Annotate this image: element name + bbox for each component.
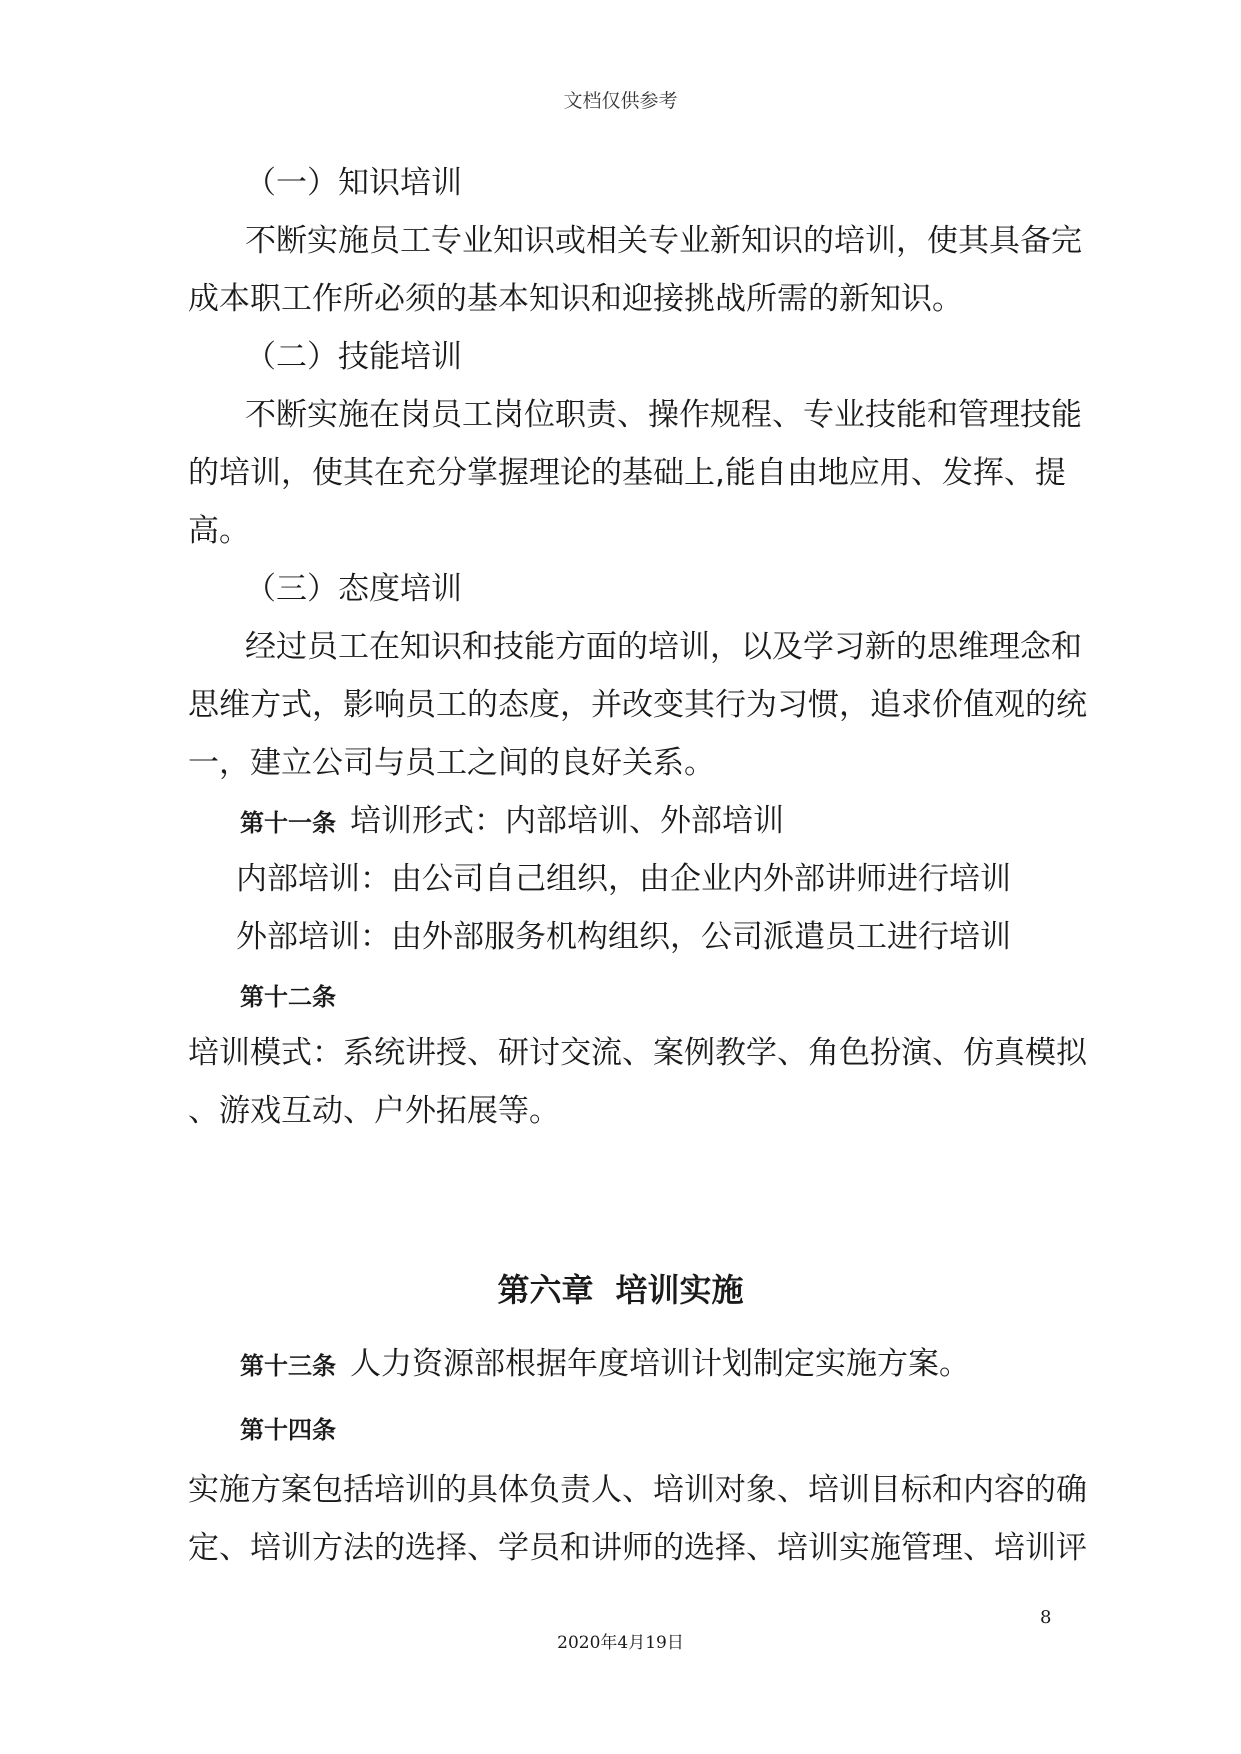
article-12 bbox=[240, 975, 350, 1017]
paragraph-line: 实施方案包括培训的具体负责人、培训对象、培训目标和内容的确 bbox=[188, 1472, 1087, 1508]
paragraph-line: 不断实施在岗员工岗位职责、操作规程、专业技能和管理技能 bbox=[245, 397, 1082, 433]
paragraph-line: 不断实施员工专业知识或相关专业新知识的培训，使其具备完 bbox=[245, 223, 1082, 259]
paragraph-line: 、游戏互动、户外拓展等。 bbox=[188, 1093, 560, 1129]
article-12-label: 第十二条 bbox=[240, 982, 336, 1011]
page-number: 8 bbox=[1040, 1607, 1052, 1628]
article-13-label: 第十三条 bbox=[240, 1351, 336, 1380]
article-14-label: 第十四条 bbox=[240, 1415, 336, 1444]
paragraph-line: 经过员工在知识和技能方面的培训，以及学习新的思维理念和 bbox=[245, 629, 1082, 665]
subheading-knowledge-training: （一）知识培训 bbox=[245, 165, 462, 201]
article-11 bbox=[240, 801, 784, 843]
article-11-label: 第十一条 bbox=[240, 808, 336, 837]
article-13 bbox=[240, 1344, 970, 1386]
footer-date: 2020年4月19日 bbox=[557, 1633, 684, 1653]
chapter-number: 第六章 bbox=[497, 1271, 594, 1309]
internal-training-line: 内部培训：由公司自己组织，由企业内外部讲师进行培训 bbox=[236, 861, 1011, 897]
paragraph-line: 成本职工作所必须的基本知识和迎接挑战所需的新知识。 bbox=[188, 281, 963, 317]
subheading-skill-training: （二）技能培训 bbox=[245, 339, 462, 375]
article-11-text: 培训形式：内部培训、外部培训 bbox=[350, 803, 784, 839]
paragraph-line: 定、培训方法的选择、学员和讲师的选择、培训实施管理、培训评 bbox=[188, 1530, 1087, 1566]
external-training-line: 外部培训：由外部服务机构组织，公司派遣员工进行培训 bbox=[236, 919, 1011, 955]
paragraph-line: 一，建立公司与员工之间的良好关系。 bbox=[188, 745, 715, 781]
paragraph-line: 培训模式：系统讲授、研讨交流、案例教学、角色扮演、仿真模拟 bbox=[188, 1035, 1087, 1071]
subheading-attitude-training: （三）态度培训 bbox=[245, 571, 462, 607]
paragraph-line: 的培训，使其在充分掌握理论的基础上,能自由地应用、发挥、提 bbox=[188, 455, 1066, 491]
chapter-heading bbox=[0, 1270, 1241, 1310]
article-14 bbox=[240, 1408, 350, 1450]
article-13-text: 人力资源部根据年度培训计划制定实施方案。 bbox=[350, 1346, 970, 1382]
paragraph-line: 思维方式，影响员工的态度，并改变其行为习惯，追求价值观的统 bbox=[188, 687, 1087, 723]
page-header: 文档仅供参考 bbox=[563, 90, 678, 112]
paragraph-line: 高。 bbox=[188, 513, 250, 549]
chapter-title: 培训实施 bbox=[615, 1271, 744, 1309]
